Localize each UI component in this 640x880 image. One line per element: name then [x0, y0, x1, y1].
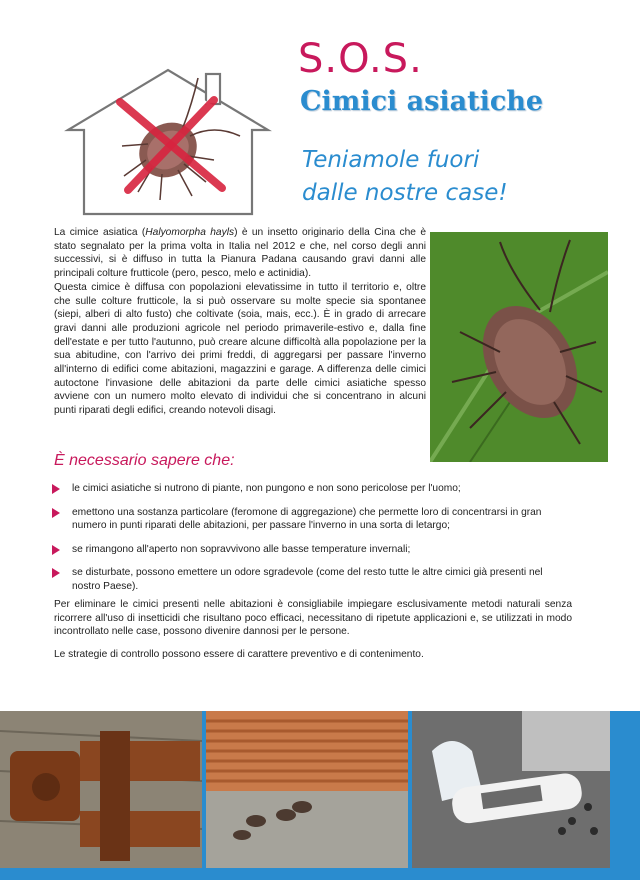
list-item-text: se rimangono all'aperto non sopravvivono alle basse temperature invernali;	[72, 543, 411, 555]
page-title: S.O.S.	[298, 36, 423, 82]
list-item	[52, 506, 572, 533]
intro-text	[54, 226, 426, 418]
list-item-text: se disturbate, possono emettere un odore sgradevole (come del resto tutte le altre cimici già presenti nel nostro Paese).	[72, 567, 543, 592]
outro-paragraph-2: Le strategie di controllo possono essere di carattere preventivo e di contenimento.	[54, 649, 424, 660]
arrow-bullet-icon	[52, 484, 60, 494]
tagline	[302, 144, 508, 210]
roof-tile-bugs-photo	[206, 711, 408, 868]
list-item	[52, 482, 572, 496]
arrow-bullet-icon	[52, 545, 60, 555]
tagline-line-2: dalle nostre case!	[302, 180, 508, 206]
arrow-bullet-icon	[52, 568, 60, 578]
list-item-text: le cimici asiatiche si nutrono di piante, non pungono e non sono pericolose per l'uomo;	[72, 483, 461, 494]
outro-paragraph-1: Per eliminare le cimici presenti nelle abitazioni è consigliabile impiegare esclusivamente metodi naturali senza ricorrere all'uso di insetticidi che risultano poco efficaci, necessitano di ripetute applicazioni e, se utilizzati in modo incontrollato nelle case, possono divenire dannosi per le persone.	[54, 599, 572, 638]
section-heading: È necessario sapere che:	[54, 452, 235, 469]
intro-p1-end: ) è un insetto originario della Cina che è stato segnalato per la prima volta in Italia nel 2012 e che, nel corso degli anni successivi, si è diffuso in tutta la Pianura Padana causando gravi danni alle principali colture frutticole (pero, pesco, melo e actinidia).	[54, 227, 427, 280]
tagline-line-1: Teniamole fuori	[302, 147, 480, 173]
arrow-bullet-icon	[52, 508, 60, 518]
stink-bug-photo	[430, 232, 608, 462]
page-subtitle: Cimici asiatiche	[300, 86, 544, 117]
intro-p2: Questa cimice è diffusa con popolazioni elevatissime in tutto il territorio e, oltre che sulle colture frutticole, la si può osservare su molte specie sia spontanee (siepi, alberi di alto fusto) che coltivate (soia, mais, ecc.). È in grado di arrecare gravi danni alle produzioni agricole nel periodo primaverile-estivo e, dalla fine dell'estate e per tutto l'autunno, può creare alcune difficoltà alla popolazione per la sua abitudine, con l'arrivo dei primi freddi, di aggregarsi per passare l'inverno all'interno di edifici come abitazioni, magazzini e garage. A differenza delle cimici autoctone l'invasione delle abitazioni da parte delle cimici asiatiche spesso avviene con un numero molto elevato di individui che si concentrano in alcuni punti riparati degli edifici, creando notevoli disagi.	[54, 281, 426, 417]
vacuum-cleaner-photo	[412, 711, 610, 868]
rusty-hinge-photo	[0, 711, 202, 868]
no-bugs-house-logo	[64, 64, 272, 216]
list-item	[52, 543, 572, 557]
list-item-text: emettono una sostanza particolare (feromone di aggregazione) che permette loro di concentrarsi in gran numero in punti riparati delle abitazioni, per passare l'inverno in una sorta di letargo;	[72, 506, 542, 532]
bottom-bar	[0, 868, 640, 880]
intro-p1-start: La cimice asiatica (	[54, 227, 146, 238]
list-item	[52, 566, 572, 593]
species-name: Halyomorpha hayls	[145, 227, 235, 238]
facts-list	[52, 482, 572, 604]
